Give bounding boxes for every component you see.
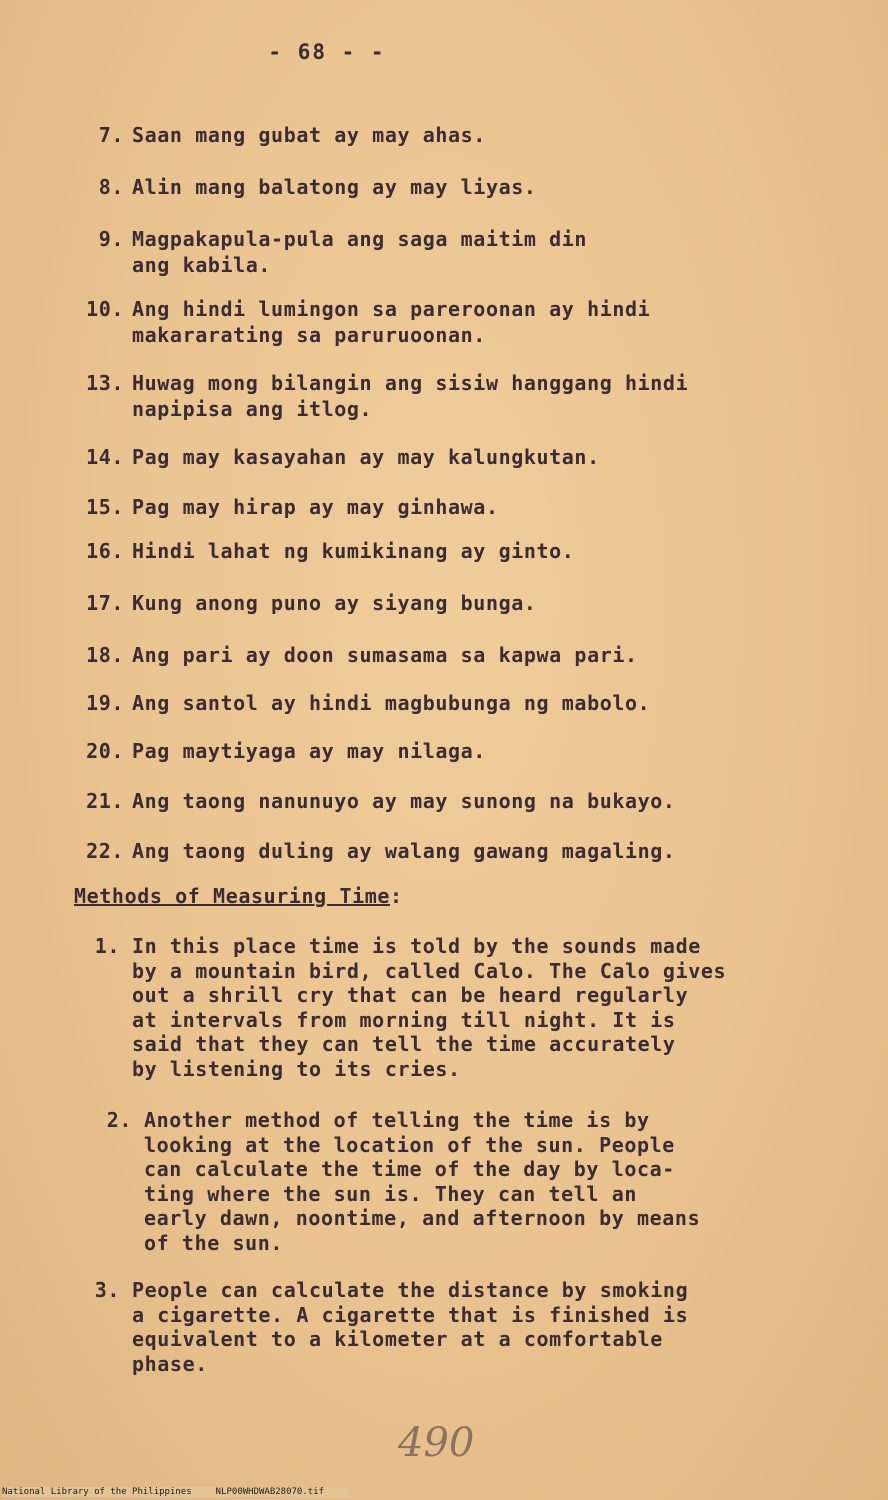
proverb-text: makararating sa paruruoonan. bbox=[132, 323, 486, 347]
method-text: out a shrill cry that can be heard regularly bbox=[132, 983, 689, 1007]
method-line-continued bbox=[92, 1133, 792, 1158]
proverb-line-continued bbox=[72, 252, 792, 278]
proverb-number: 22. bbox=[86, 839, 124, 863]
method-number: 1. bbox=[94, 934, 120, 958]
method-text: equivalent to a kilometer at a comfortable bbox=[132, 1327, 663, 1351]
proverb-text: Ang taong nanunuyo ay may sunong na bukayo. bbox=[132, 789, 676, 813]
proverb-line bbox=[72, 690, 792, 716]
method-line-continued bbox=[80, 1008, 780, 1033]
method-line-continued bbox=[80, 1057, 780, 1082]
proverb-text: Pag may hirap ay may ginhawa. bbox=[132, 495, 499, 519]
method-text: a cigarette. A cigarette that is finished is bbox=[132, 1302, 689, 1327]
proverb-item bbox=[72, 642, 792, 668]
method-text: at intervals from morning till night. It is bbox=[132, 1007, 676, 1032]
proverb-text: Magpakapula-pula ang saga maitim din bbox=[132, 227, 588, 251]
page-number: - 68 - - bbox=[268, 40, 386, 64]
method-item bbox=[92, 1108, 792, 1255]
section-heading-colon: : bbox=[390, 884, 403, 908]
proverb-number: 8. bbox=[98, 175, 124, 199]
proverb-line bbox=[72, 838, 792, 864]
method-text: People can calculate the distance by smoking bbox=[132, 1278, 689, 1302]
proverb-item bbox=[72, 370, 792, 422]
proverb-item bbox=[72, 690, 792, 716]
method-line-continued bbox=[92, 1231, 792, 1256]
proverb-text: Kung anong puno ay siyang bunga. bbox=[132, 591, 537, 615]
proverb-item bbox=[72, 538, 792, 564]
proverb-line bbox=[72, 738, 792, 764]
handwritten-page-number-text: 490 bbox=[398, 1420, 475, 1466]
proverb-line bbox=[72, 788, 792, 814]
proverb-number: 7. bbox=[98, 123, 124, 147]
proverb-line bbox=[72, 590, 792, 616]
proverb-line bbox=[72, 494, 792, 520]
method-number: 3. bbox=[94, 1278, 120, 1302]
proverb-line bbox=[72, 642, 792, 668]
proverb-number: 10. bbox=[86, 297, 124, 321]
proverb-number: 15. bbox=[86, 495, 124, 519]
method-item bbox=[80, 934, 780, 1081]
proverb-line bbox=[72, 122, 792, 148]
proverb-line bbox=[72, 444, 792, 470]
proverb-item bbox=[72, 838, 792, 864]
proverb-text: Pag may kasayahan ay may kalungkutan. bbox=[132, 445, 600, 469]
proverb-number: 19. bbox=[86, 691, 124, 715]
proverb-line bbox=[72, 370, 792, 396]
method-text: In this place time is told by the sounds made bbox=[132, 934, 701, 958]
method-line-continued bbox=[80, 1032, 780, 1057]
method-line-continued bbox=[92, 1157, 792, 1182]
proverb-text: Alin mang balatong ay may liyas. bbox=[132, 175, 537, 199]
method-text: looking at the location of the sun. People bbox=[144, 1132, 675, 1157]
proverb-text: Saan mang gubat ay may ahas. bbox=[132, 123, 486, 147]
method-text: Another method of telling the time is by bbox=[144, 1108, 650, 1132]
method-text: said that they can tell the time accurately bbox=[132, 1032, 676, 1056]
proverb-item bbox=[72, 444, 792, 470]
proverb-line-continued bbox=[72, 322, 792, 348]
method-line-continued bbox=[80, 1352, 780, 1377]
handwritten-page-number bbox=[396, 1410, 486, 1470]
proverb-number: 21. bbox=[86, 789, 124, 813]
method-line-continued bbox=[80, 1303, 780, 1328]
proverb-item bbox=[72, 788, 792, 814]
proverb-number: 14. bbox=[86, 445, 124, 469]
proverb-number: 13. bbox=[86, 371, 124, 395]
method-number: 2. bbox=[106, 1108, 132, 1132]
proverb-text: Ang hindi lumingon sa pareroonan ay hindi bbox=[132, 297, 651, 321]
method-text: early dawn, noontime, and afternoon by means bbox=[144, 1206, 701, 1230]
proverb-line bbox=[72, 296, 792, 322]
proverb-number: 20. bbox=[86, 739, 124, 763]
method-item bbox=[80, 1278, 780, 1376]
footer-file: NLP00WHDWAB28070.tif bbox=[215, 1487, 325, 1497]
proverb-number: 16. bbox=[86, 539, 124, 563]
proverb-text: Ang taong duling ay walang gawang magaling. bbox=[132, 839, 676, 863]
proverb-line bbox=[72, 538, 792, 564]
proverb-item bbox=[72, 174, 792, 200]
proverb-item bbox=[72, 122, 792, 148]
proverb-text: Huwag mong bilangin ang sisiw hanggang hindi bbox=[132, 371, 689, 395]
proverb-item bbox=[72, 226, 792, 278]
method-line bbox=[92, 1108, 792, 1133]
scan-footer bbox=[2, 1487, 348, 1497]
proverb-text: ang kabila. bbox=[132, 253, 272, 277]
footer-library: National Library of the Philippines bbox=[2, 1487, 192, 1497]
method-line-continued bbox=[80, 983, 780, 1008]
method-text: phase. bbox=[132, 1351, 208, 1376]
method-line-continued bbox=[80, 959, 780, 984]
proverb-item bbox=[72, 738, 792, 764]
proverb-text: Ang santol ay hindi magbubunga ng mabolo. bbox=[132, 691, 651, 715]
proverb-line bbox=[72, 174, 792, 200]
section-heading bbox=[74, 884, 403, 908]
proverb-number: 18. bbox=[86, 643, 124, 667]
proverb-text: napipisa ang itlog. bbox=[132, 397, 373, 421]
section-heading-text: Methods of Measuring Time bbox=[74, 884, 391, 908]
method-line-continued bbox=[92, 1206, 792, 1231]
proverb-line bbox=[72, 226, 792, 252]
proverb-number: 9. bbox=[98, 227, 124, 251]
method-text: by a mountain bird, called Calo. The Calo gives bbox=[132, 958, 727, 983]
proverb-line-continued bbox=[72, 396, 792, 422]
proverb-text: Hindi lahat ng kumikinang ay ginto. bbox=[132, 539, 575, 563]
proverb-number: 17. bbox=[86, 591, 124, 615]
proverb-item bbox=[72, 296, 792, 348]
method-text: can calculate the time of the day by loca- bbox=[144, 1157, 675, 1181]
method-text: ting where the sun is. They can tell an bbox=[144, 1181, 637, 1206]
proverb-item bbox=[72, 494, 792, 520]
method-line bbox=[80, 1278, 780, 1303]
proverb-item bbox=[72, 590, 792, 616]
proverb-text: Ang pari ay doon sumasama sa kapwa pari. bbox=[132, 643, 638, 667]
method-text: by listening to its cries. bbox=[132, 1056, 461, 1081]
method-line-continued bbox=[80, 1327, 780, 1352]
proverb-text: Pag maytiyaga ay may nilaga. bbox=[132, 739, 486, 763]
method-line-continued bbox=[92, 1182, 792, 1207]
method-line bbox=[80, 934, 780, 959]
method-text: of the sun. bbox=[144, 1230, 284, 1255]
